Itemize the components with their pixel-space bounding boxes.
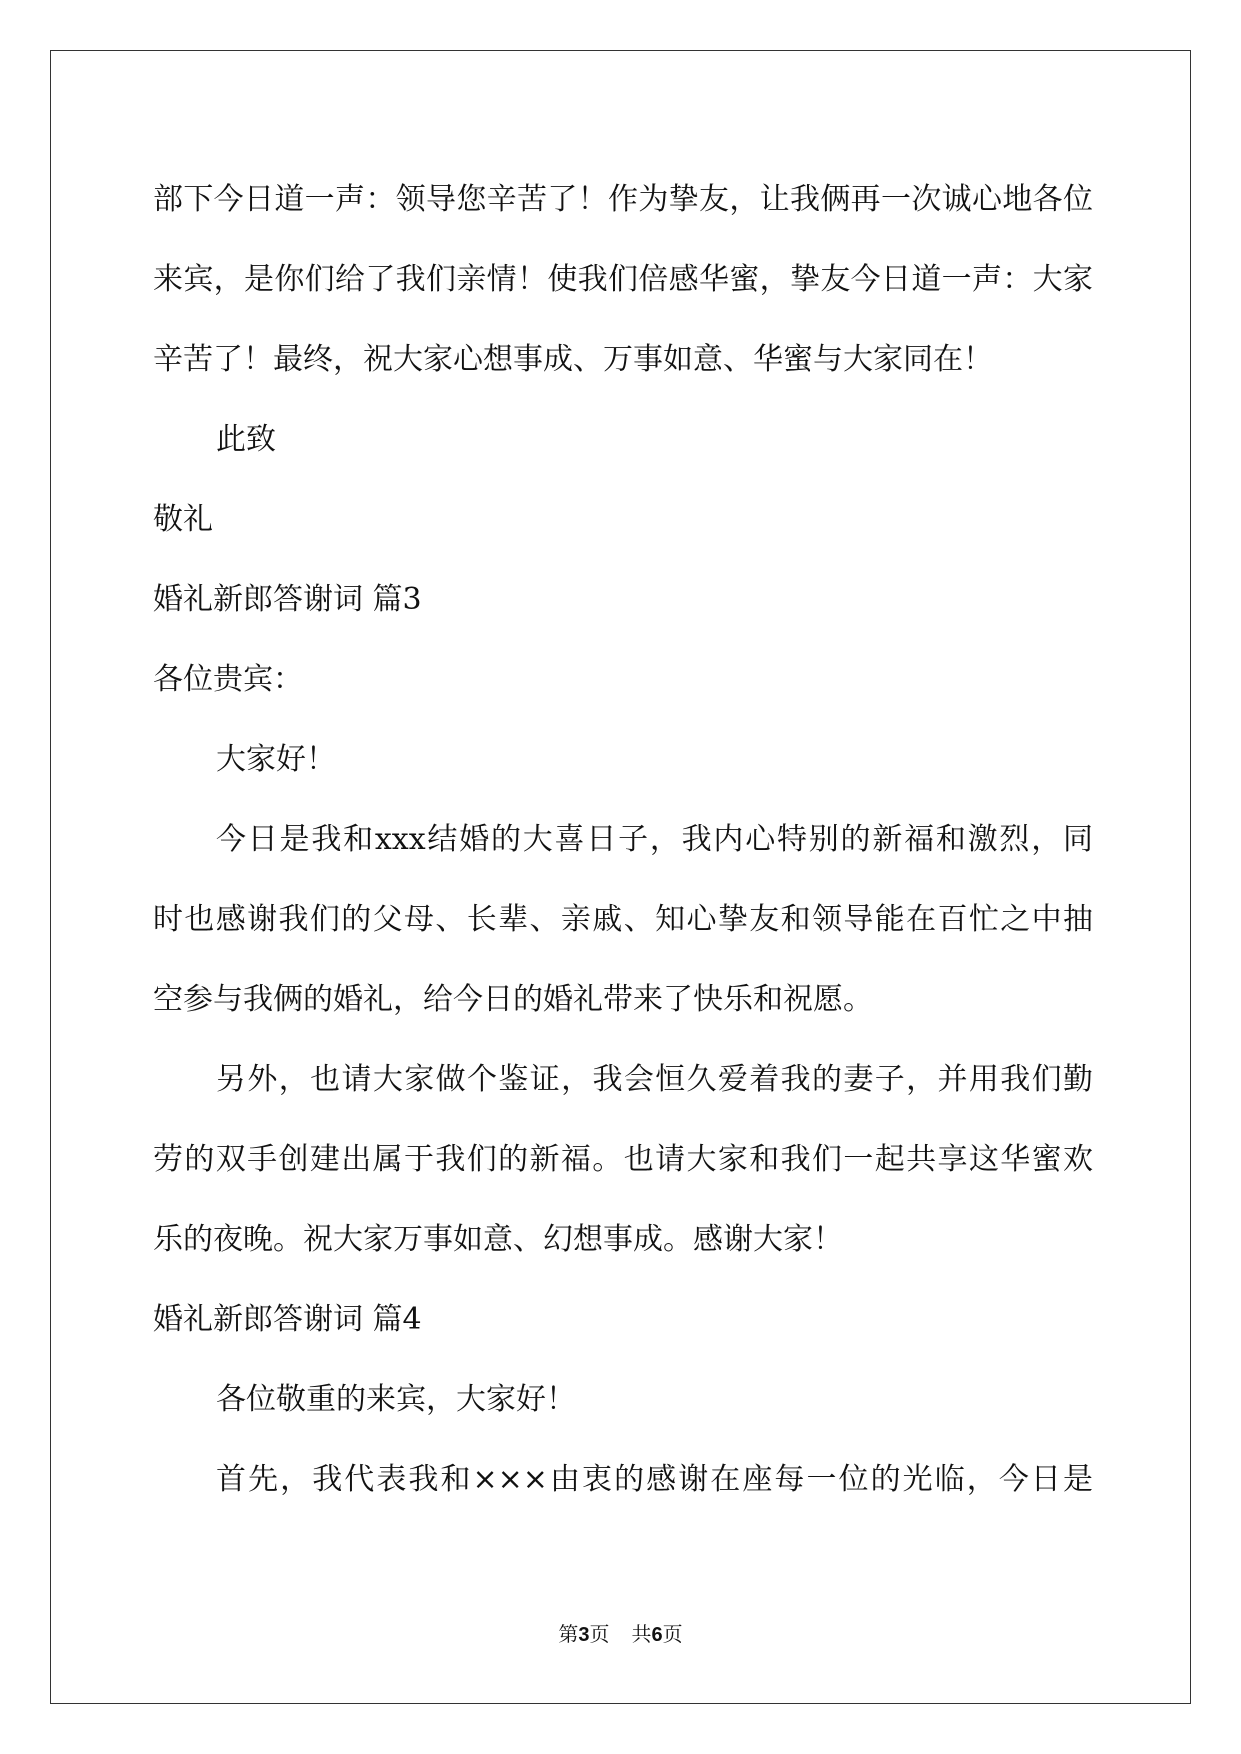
document-body — [153, 160, 1093, 1520]
section-heading: 婚礼新郎答谢词 篇3 — [153, 582, 422, 617]
closing-line: 此致 — [216, 422, 276, 457]
body-line: 另外，也请大家做个鉴证，我会恒久爱着我的妻子，并用我们勤 — [216, 1062, 1093, 1097]
salutation-line: 敬礼 — [153, 502, 213, 537]
body-line: 空参与我俩的婚礼，给今日的婚礼带来了快乐和祝愿。 — [153, 982, 873, 1017]
body-line: 各位敬重的来宾，大家好！ — [216, 1382, 576, 1417]
page-prefix: 第 — [558, 1622, 579, 1646]
body-line: 乐的夜晚。祝大家万事如意、幻想事成。感谢大家！ — [153, 1222, 843, 1257]
body-line: 劳的双手创建出属于我们的新福。也请大家和我们一起共享这华蜜欢 — [153, 1142, 1093, 1177]
total-prefix: 共 — [631, 1622, 652, 1646]
page-footer — [0, 1620, 1241, 1649]
body-line: 今日是我和xxx结婚的大喜日子，我内心特别的新福和激烈，同 — [216, 822, 1093, 857]
body-line: 首先，我代表我和×××由衷的感谢在座每一位的光临，今日是 — [216, 1462, 1093, 1497]
body-line: 大家好！ — [216, 742, 336, 777]
body-line: 来宾，是你们给了我们亲情！使我们倍感华蜜，挚友今日道一声：大家 — [153, 262, 1093, 297]
greeting-line: 各位贵宾： — [153, 662, 303, 697]
total-pages: 6 — [651, 1624, 663, 1646]
body-line: 部下今日道一声：领导您辛苦了！作为挚友，让我俩再一次诚心地各位 — [153, 182, 1093, 217]
total-suffix: 页 — [662, 1622, 683, 1646]
page-number: 3 — [578, 1624, 590, 1646]
body-line: 辛苦了！最终，祝大家心想事成、万事如意、华蜜与大家同在！ — [153, 342, 993, 377]
section-heading: 婚礼新郎答谢词 篇4 — [153, 1302, 422, 1337]
page-suffix: 页 — [589, 1622, 610, 1646]
body-line: 时也感谢我们的父母、长辈、亲戚、知心挚友和领导能在百忙之中抽 — [153, 902, 1093, 937]
